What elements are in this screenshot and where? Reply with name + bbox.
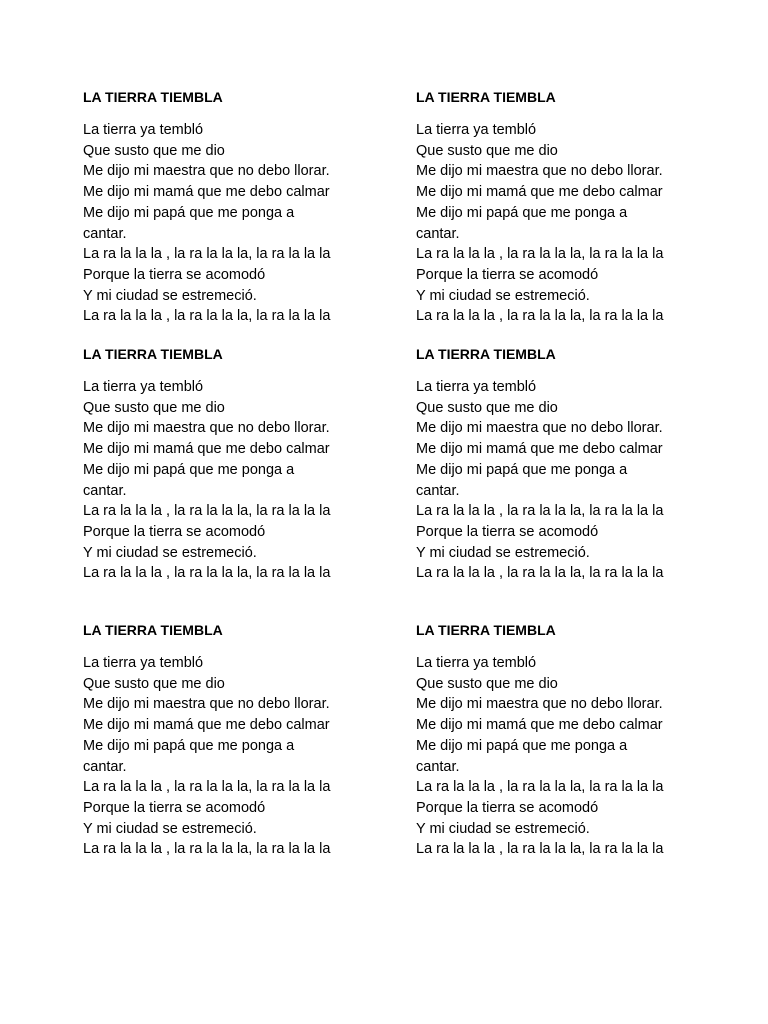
song-block [83,345,413,584]
lyric-line: Me dijo mi mamá que me debo calmar [416,441,663,458]
lyric-line: La tierra ya tembló [83,379,204,395]
song-block [83,88,413,327]
lyric-line: Porque la tierra se acomodó [83,523,266,540]
lyric-line: La ra la la la , la ra la la la, la ra la la la [83,841,331,858]
lyric-line: Me dijo mi papá que me ponga a cantar. [416,461,628,499]
lyric-line: Y mi ciudad se estremeció. [416,544,590,561]
lyric-line: Porque la tierra se acomodó [416,523,599,540]
lyric-line: Me dijo mi maestra que no debo llorar. [416,420,663,437]
lyric-line: La ra la la la , la ra la la la, la ra la la la [83,565,331,582]
song-title: LA TIERRA TIEMBLA [83,346,223,362]
lyric-line: Me dijo mi maestra que no debo llorar. [83,420,330,437]
lyric-line: Porque la tierra se acomodó [416,799,599,816]
lyric-line: Me dijo mi maestra que no debo llorar. [83,163,330,180]
lyric-line: Me dijo mi mamá que me debo calmar [416,184,663,201]
lyric-line: La ra la la la , la ra la la la, la ra la la la [416,503,664,520]
lyric-line: Porque la tierra se acomodó [416,266,599,283]
song-title: LA TIERRA TIEMBLA [416,89,556,105]
lyric-line: Que susto que me dio [416,675,558,692]
lyric-line: La ra la la la , la ra la la la, la ra la la la [416,246,664,263]
lyric-line: Me dijo mi papá que me ponga a cantar. [83,461,295,499]
lyric-line: La ra la la la , la ra la la la, la ra la la la [83,308,331,325]
lyric-line: La ra la la la , la ra la la la, la ra la la la [416,565,664,582]
lyric-line: Me dijo mi mamá que me debo calmar [83,441,330,458]
lyric-line: Me dijo mi mamá que me debo calmar [83,184,330,201]
lyric-line: Y mi ciudad se estremeció. [83,820,257,837]
lyric-line: Me dijo mi papá que me ponga a cantar. [416,204,628,242]
song-title: LA TIERRA TIEMBLA [416,622,556,638]
lyric-line: Que susto que me dio [83,399,225,416]
lyric-line: Y mi ciudad se estremeció. [83,544,257,561]
lyric-line: Me dijo mi mamá que me debo calmar [83,717,330,734]
lyric-line: Que susto que me dio [83,142,225,159]
lyric-line: Me dijo mi papá que me ponga a cantar. [83,204,295,242]
lyric-line: Me dijo mi papá que me ponga a cantar. [83,737,295,775]
lyric-line: La ra la la la , la ra la la la, la ra la la la [83,246,331,263]
lyric-line: Me dijo mi papá que me ponga a cantar. [416,737,628,775]
song-title: LA TIERRA TIEMBLA [83,89,223,105]
lyric-line: La ra la la la , la ra la la la, la ra la la la [83,503,331,520]
lyric-line: Me dijo mi maestra que no debo llorar. [83,696,330,713]
lyric-line: Que susto que me dio [83,675,225,692]
lyric-line: Me dijo mi maestra que no debo llorar. [416,163,663,180]
lyric-line: Que susto que me dio [416,142,558,159]
lyric-line: La ra la la la , la ra la la la, la ra la la la [416,779,664,796]
song-title: LA TIERRA TIEMBLA [416,346,556,362]
lyric-line: Me dijo mi mamá que me debo calmar [416,717,663,734]
lyric-line: La tierra ya tembló [416,122,537,138]
lyric-line: Porque la tierra se acomodó [83,266,266,283]
lyric-line: Y mi ciudad se estremeció. [416,287,590,304]
lyric-line: La ra la la la , la ra la la la, la ra la la la [416,841,664,858]
song-block [416,621,746,860]
song-title: LA TIERRA TIEMBLA [83,622,223,638]
lyric-line: Porque la tierra se acomodó [83,799,266,816]
lyric-line: La ra la la la , la ra la la la, la ra la la la [83,779,331,796]
lyric-line: Me dijo mi maestra que no debo llorar. [416,696,663,713]
lyric-line: La tierra ya tembló [83,655,204,671]
song-block [416,345,746,584]
lyric-line: La tierra ya tembló [416,379,537,395]
lyric-line: Y mi ciudad se estremeció. [83,287,257,304]
lyric-line: La tierra ya tembló [83,122,204,138]
lyric-line: Que susto que me dio [416,399,558,416]
lyric-line: La tierra ya tembló [416,655,537,671]
song-block [83,621,413,860]
lyric-line: La ra la la la , la ra la la la, la ra la la la [416,308,664,325]
song-block [416,88,746,327]
lyric-line: Y mi ciudad se estremeció. [416,820,590,837]
